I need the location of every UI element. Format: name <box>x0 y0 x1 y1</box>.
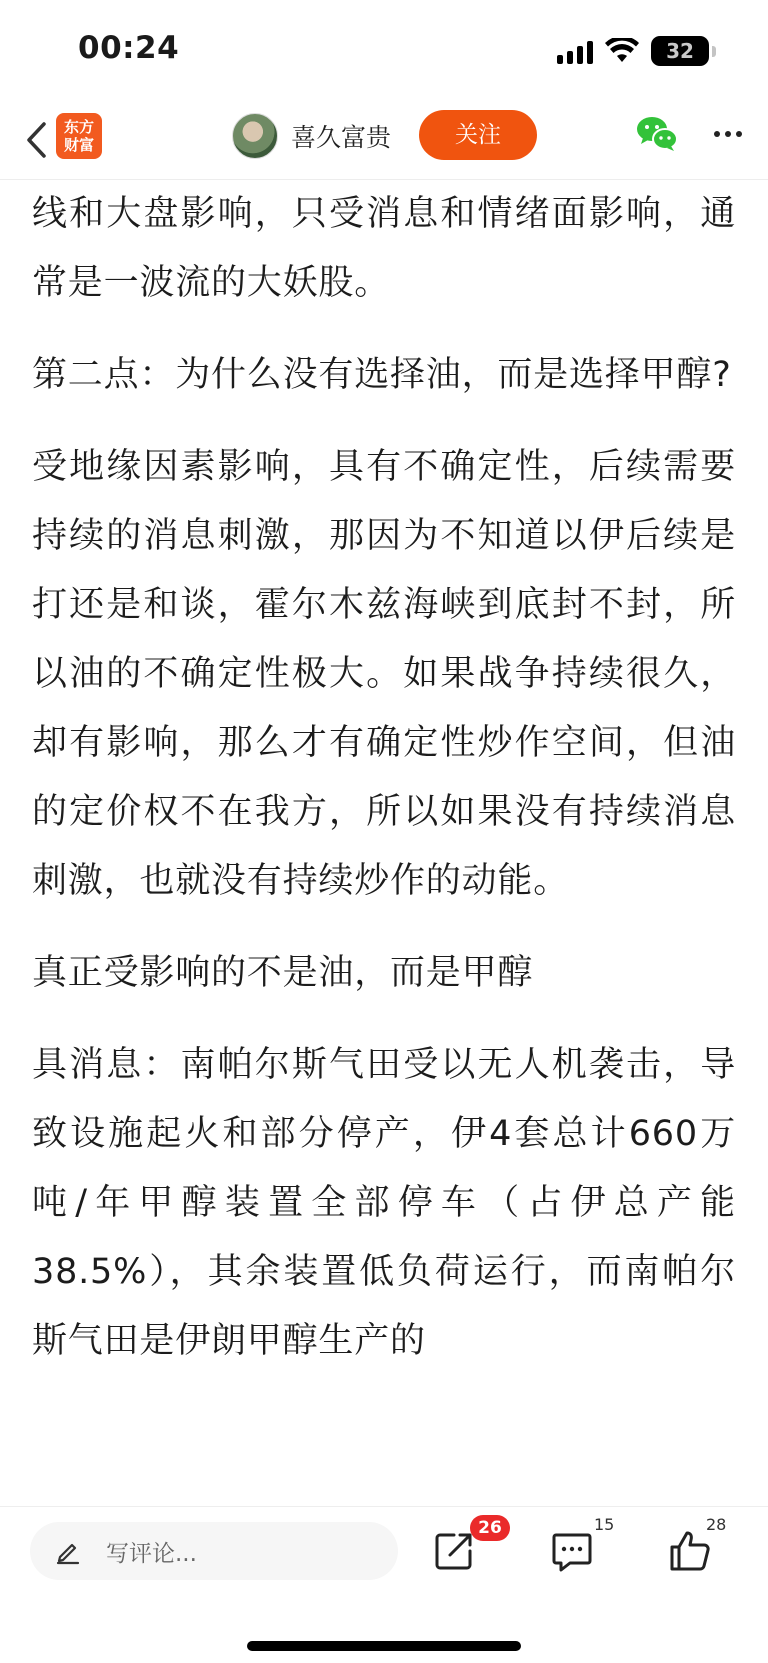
comment-input[interactable] <box>30 1522 398 1580</box>
article-paragraph: 受地缘因素影响，具有不确定性，后续需要持续的消息刺激，那因为不知道以伊后续是打还是和谈，霍尔木兹海峡到底封不封，所以油的不确定性极大。如果战争持续很久，却有影响，那么才有确定性炒作空间，但油的定价权不在我方，所以如果没有持续消息刺激，也就没有持续炒作的动能。 <box>32 447 736 901</box>
article-paragraph: 真正受影响的不是油，而是甲醇 <box>32 953 534 993</box>
battery-cap <box>712 46 716 57</box>
chevron-left-icon <box>25 122 47 158</box>
more-button[interactable] <box>708 114 748 154</box>
share-count-badge: 26 <box>470 1515 510 1541</box>
app-logo[interactable] <box>56 113 102 159</box>
article-paragraph: 线和大盘影响，只受消息和情绪面影响，通常是一波流的大妖股。 <box>32 194 736 303</box>
more-dot <box>725 131 731 137</box>
battery-icon <box>651 36 709 66</box>
comment-count: 15 <box>594 1515 615 1534</box>
thumbs-up-icon[interactable] <box>666 1527 714 1575</box>
article-paragraph: 第二点：为什么没有选择油，而是选择甲醇? <box>32 355 732 395</box>
article-paragraph: 具消息：南帕尔斯气田受以无人机袭击，导致设施起火和部分停产，伊4套总计660万吨/年甲醇装置全部停车（占伊总产能38.5%），其余装置低负荷运行，而南帕尔斯气田是伊朗甲醇生产的 <box>32 1045 736 1361</box>
status-time: 00:24 <box>78 30 180 66</box>
cellular-signal-icon <box>557 38 593 64</box>
logo-line-1: 东方 <box>63 118 94 136</box>
more-dot <box>714 131 720 137</box>
wechat-icon[interactable] <box>636 114 678 154</box>
top-navigation <box>0 100 768 180</box>
comment-icon[interactable] <box>548 1527 596 1575</box>
article-body <box>32 180 736 1506</box>
status-icons <box>557 34 716 68</box>
more-dot <box>736 131 742 137</box>
comment-placeholder: 写评论... <box>106 1541 197 1567</box>
author-name[interactable]: 喜久富贵 <box>291 123 392 152</box>
status-bar <box>0 0 768 100</box>
home-indicator[interactable] <box>247 1641 521 1651</box>
battery-percent: 32 <box>666 39 694 63</box>
follow-button[interactable]: 关注 <box>419 110 537 160</box>
back-button[interactable] <box>16 118 56 162</box>
like-count: 28 <box>706 1515 727 1534</box>
bottom-action-bar <box>0 1506 768 1663</box>
author-avatar[interactable] <box>232 113 278 159</box>
logo-line-2: 财富 <box>63 136 94 154</box>
wifi-icon <box>605 38 639 64</box>
pen-icon <box>54 1537 82 1565</box>
